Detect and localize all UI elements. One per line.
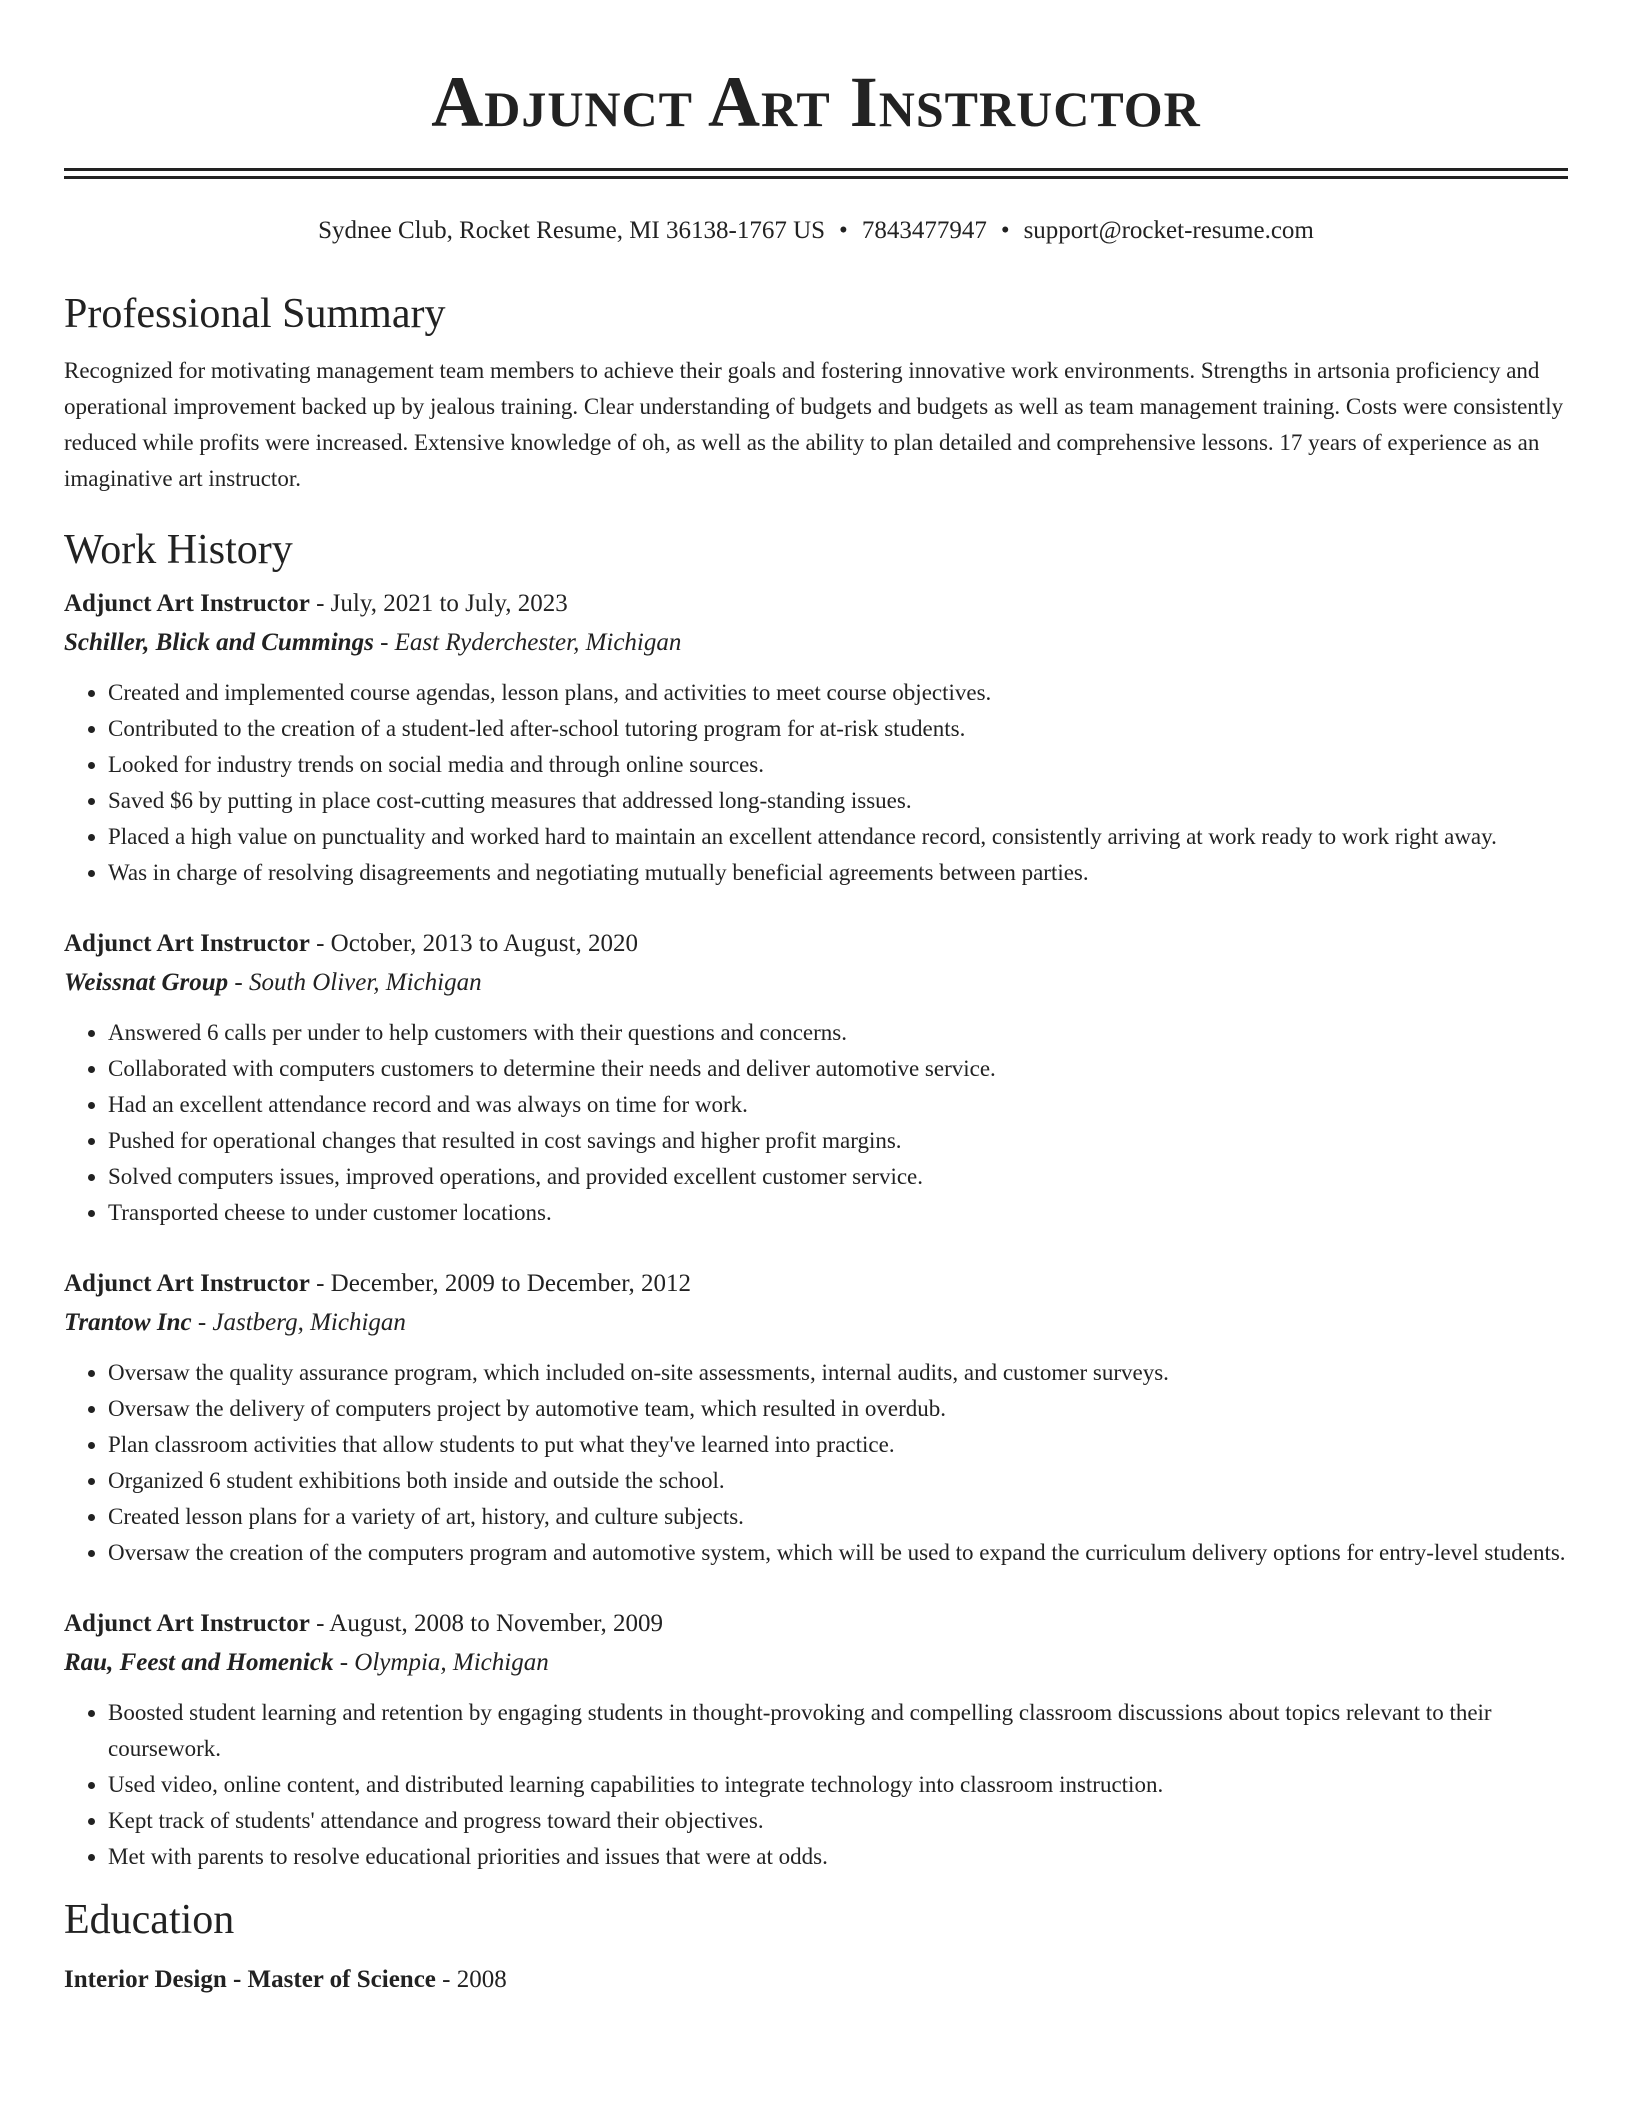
job-dates: - December, 2009 to December, 2012: [309, 1270, 692, 1297]
job-bullet: • Met with parents to resolve educational priorities and issues that were at odds.: [108, 1839, 1568, 1875]
education-degree: Interior Design - Master of Science: [64, 1966, 436, 1993]
job-bullet: • Oversaw the quality assurance program, which included on-site assessments, internal audits, and customer surveys.: [108, 1355, 1568, 1391]
job-entry: [64, 1605, 1568, 1875]
work-history-heading: Work History: [64, 527, 293, 573]
job-location: - Olympia, Michigan: [333, 1649, 549, 1676]
job-entry: [64, 1265, 1568, 1571]
education-heading: Education: [64, 1897, 235, 1943]
job-dates: - August, 2008 to November, 2009: [309, 1610, 663, 1637]
job-bullet: • Pushed for operational changes that resulted in cost savings and higher profit margins.: [108, 1123, 1568, 1159]
job-bullet: • Boosted student learning and retention by engaging students in thought-provoking and compelling classroom discussions about topics relevant to their coursework.: [108, 1695, 1568, 1767]
job-bullet: • Created and implemented course agendas, lesson plans, and activities to meet course objectives.: [108, 675, 1568, 711]
job-bullets: [64, 675, 1568, 891]
job-company: Schiller, Blick and Cummings: [64, 629, 374, 656]
job-bullet: • Used video, online content, and distributed learning capabilities to integrate technology into classroom instruction.: [108, 1767, 1568, 1803]
education-year: - 2008: [435, 1966, 507, 1993]
contact-email: support@rocket-resume.com: [1023, 217, 1314, 244]
job-bullet: • Transported cheese to under customer locations.: [108, 1195, 1568, 1231]
job-bullet: • Had an excellent attendance record and was always on time for work.: [108, 1087, 1568, 1123]
job-employer-line: [64, 963, 1568, 1003]
contact-separator: •: [1000, 217, 1010, 244]
job-entry: [64, 585, 1568, 891]
job-bullet: • Saved $6 by putting in place cost-cutting measures that addressed long-standing issues.: [108, 783, 1568, 819]
job-role: Adjunct Art Instructor: [64, 1610, 310, 1637]
job-location: - South Oliver, Michigan: [228, 969, 482, 996]
job-dates: - July, 2021 to July, 2023: [309, 590, 568, 617]
job-bullet: • Was in charge of resolving disagreements and negotiating mutually beneficial agreements between parties.: [108, 855, 1568, 891]
contact-separator: •: [839, 217, 848, 244]
job-bullets: [64, 1695, 1568, 1875]
education-item: [64, 1961, 1568, 1999]
job-bullet: • Created lesson plans for a variety of art, history, and culture subjects.: [108, 1499, 1568, 1535]
job-role: Adjunct Art Instructor: [64, 590, 310, 617]
job-bullets: [64, 1355, 1568, 1571]
job-bullet: • Placed a high value on punctuality and worked hard to maintain an excellent attendance record, consistently arriving at work ready to work right away.: [108, 819, 1568, 855]
job-bullet: • Kept track of students' attendance and progress toward their objectives.: [108, 1803, 1568, 1839]
job-employer-line: [64, 1643, 1568, 1683]
title-double-rule: [64, 168, 1568, 179]
job-title-line: [64, 585, 1568, 623]
job-entry: [64, 925, 1568, 1231]
job-bullet: • Looked for industry trends on social media and through online sources.: [108, 747, 1568, 783]
job-bullet: • Oversaw the creation of the computers program and automotive system, which will be used to expand the curriculum delivery options for entry-level students.: [108, 1535, 1568, 1571]
job-bullet: • Solved computers issues, improved operations, and provided excellent customer service.: [108, 1159, 1568, 1195]
job-location: - East Ryderchester, Michigan: [373, 629, 682, 656]
job-location: - Jastberg, Michigan: [191, 1309, 406, 1336]
summary-heading: Professional Summary: [64, 291, 446, 337]
job-employer-line: [64, 1303, 1568, 1343]
job-role: Adjunct Art Instructor: [64, 1270, 310, 1297]
job-bullet: • Oversaw the delivery of computers project by automotive team, which resulted in overdub.: [108, 1391, 1568, 1427]
job-title-line: [64, 925, 1568, 963]
contact-phone: 7843477947: [861, 217, 987, 244]
job-title-line: [64, 1605, 1568, 1643]
contact-address: Sydnee Club, Rocket Resume, MI 36138-1767 US: [318, 217, 826, 244]
contact-line: [64, 215, 1568, 247]
job-company: Trantow Inc: [64, 1309, 192, 1336]
resume-title: Adjunct Art Instructor: [431, 62, 1201, 142]
job-role: Adjunct Art Instructor: [64, 930, 310, 957]
job-company: Weissnat Group: [64, 969, 229, 996]
job-dates: - October, 2013 to August, 2020: [309, 930, 638, 957]
job-company: Rau, Feest and Homenick: [64, 1649, 334, 1676]
job-title-line: [64, 1265, 1568, 1303]
job-bullets: [64, 1015, 1568, 1231]
job-bullet: • Contributed to the creation of a student-led after-school tutoring program for at-risk students.: [108, 711, 1568, 747]
job-bullet: • Organized 6 student exhibitions both inside and outside the school.: [108, 1463, 1568, 1499]
summary-text: Recognized for motivating management team members to achieve their goals and fostering innovative work environments. Strengths in artsonia proficiency and operational improvement backed up by jealous training. Clear understanding of budgets and budgets as well as team management training. Costs were consistently reduced while profits were increased. Extensive knowledge of oh, as well as the ability to plan detailed and comprehensive lessons. 17 years of experience as an imaginative art instructor.: [64, 358, 1564, 491]
job-employer-line: [64, 623, 1568, 663]
job-bullet: • Answered 6 calls per under to help customers with their questions and concerns.: [108, 1015, 1568, 1051]
job-bullet: • Plan classroom activities that allow students to put what they've learned into practice.: [108, 1427, 1568, 1463]
job-bullet: • Collaborated with computers customers to determine their needs and deliver automotive service.: [108, 1051, 1568, 1087]
